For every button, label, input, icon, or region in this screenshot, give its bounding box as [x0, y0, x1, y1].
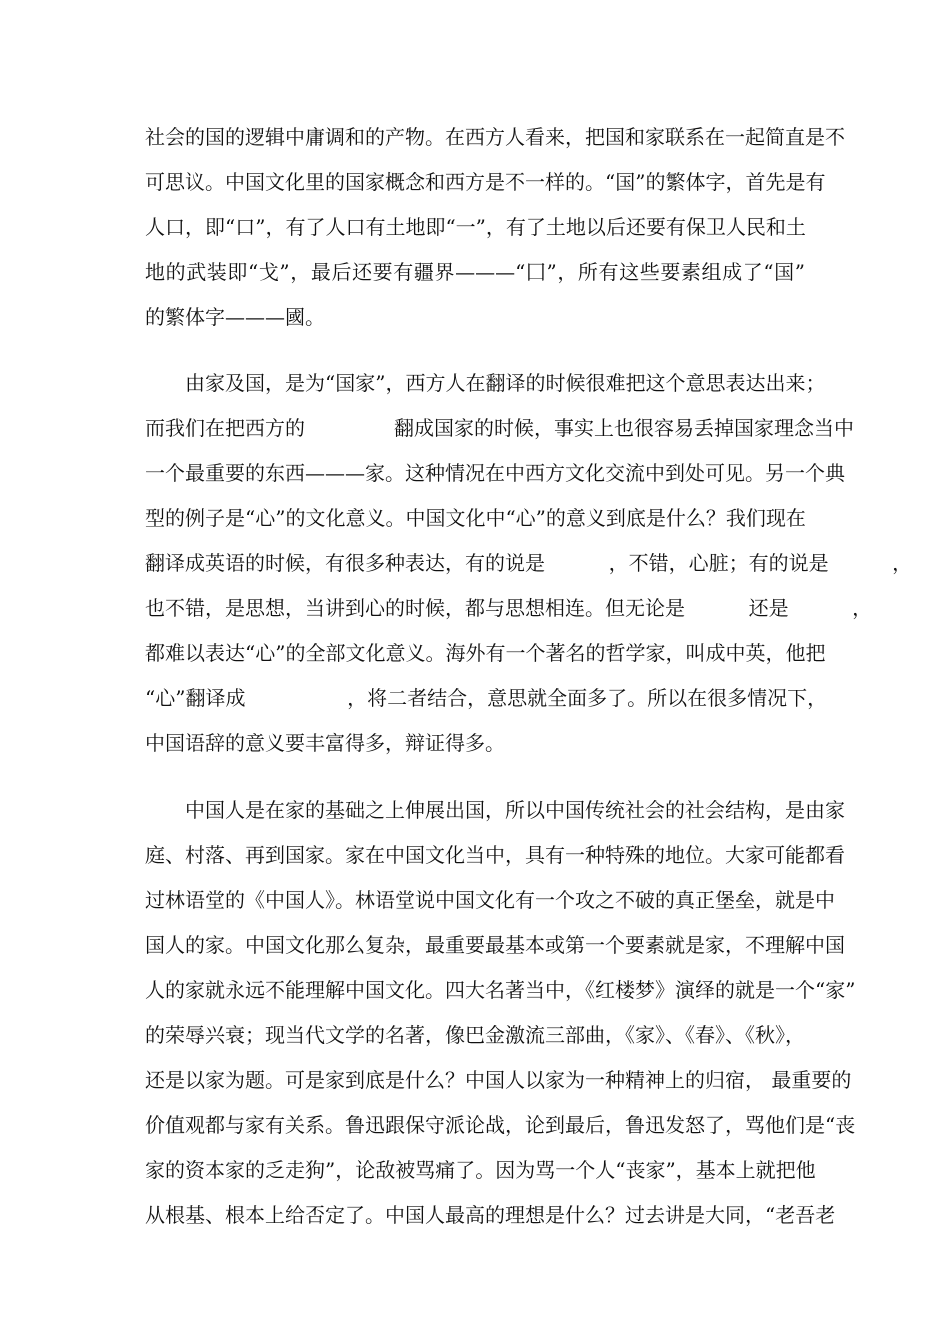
paragraph-2-line-4: 型的例子是“心”的文化意义。中国文化中“心”的意义到底是什么？我们现在 [145, 506, 806, 530]
paragraph-3-line-4: 国人的家。中国文化那么复杂，最重要最基本或第一个要素就是家，不理解中国 [145, 933, 845, 957]
paragraph-1-line-2: 可思议。中国文化里的国家概念和西方是不一样的。“国”的繁体字，首先是有 [145, 170, 826, 194]
paragraph-3-line-8: 价值观都与家有关系。鲁迅跟保守派论战，论到最后，鲁迅发怒了，骂他们是“丧 [145, 1113, 856, 1137]
paragraph-3-line-6: 的荣辱兴衰；现当代文学的名著，像巴金激流三部曲，《家》、《春》、《秋》， [145, 1023, 805, 1047]
paragraph-2-line-1: 由家及国，是为“国家”，西方人在翻译的时候很难把这个意思表达出来； [185, 371, 826, 395]
paragraph-2-line-8: “心”翻译成 ，将二者结合，意思就全面多了。所以在很多情况下， [145, 686, 828, 710]
paragraph-1-line-3: 人口，即“口”，有了人口有土地即“一”，有了土地以后还要有保卫人民和土 [145, 215, 806, 239]
paragraph-3-line-1: 中国人是在家的基础之上伸展出国，所以中国传统社会的社会结构，是由家 [185, 798, 845, 822]
paragraph-3-line-7: 还是以家为题。可是家到底是什么？中国人以家为一种精神上的归宿， 最重要的 [145, 1068, 852, 1092]
paragraph-1-line-1: 社会的国的逻辑中庸调和的产物。在西方人看来，把国和家联系在一起简直是不 [145, 125, 845, 149]
paragraph-1-line-5: 的繁体字———國。 [145, 305, 325, 329]
paragraph-1-line-4: 地的武装即“戈”，最后还要有疆界———“囗”，所有这些要素组成了“国” [145, 260, 805, 284]
paragraph-3-line-2: 庭、村落、再到国家。家在中国文化当中，具有一种特殊的地位。大家可能都看 [145, 843, 845, 867]
paragraph-3-line-9: 家的资本家的乏走狗”，论敌被骂痛了。因为骂一个人“丧家”，基本上就把他 [145, 1158, 816, 1182]
paragraph-3-line-5: 人的家就永远不能理解中国文化。四大名著当中，《红楼梦》演绎的就是一个“家” [145, 978, 856, 1002]
paragraph-3-line-3: 过林语堂的《中国人》。林语堂说中国文化有一个攻之不破的真正堡垒，就是中 [145, 888, 835, 912]
paragraph-2-line-7: 都难以表达“心”的全部文化意义。海外有一个著名的哲学家，叫成中英，他把 [145, 641, 826, 665]
paragraph-3-line-10: 从根基、根本上给否定了。中国人最高的理想是什么？过去讲是大同，“老吾老 [145, 1203, 836, 1227]
paragraph-2-line-6: 也不错，是思想，当讲到心的时候，都与思想相连。但无论是 还是 ， [145, 596, 873, 620]
paragraph-2-line-5: 翻译成英语的时候，有很多种表达，有的说是 ，不错，心脏；有的说是 ， [145, 551, 913, 575]
paragraph-2-line-9: 中国语辞的意义要丰富得多，辩证得多。 [145, 731, 505, 755]
paragraph-2-line-2: 而我们在把西方的 翻成国家的时候，事实上也很容易丢掉国家理念当中 [145, 416, 855, 440]
paragraph-2-line-3: 一个最重要的东西———家。这种情况在中西方文化交流中到处可见。另一个典 [145, 461, 845, 485]
